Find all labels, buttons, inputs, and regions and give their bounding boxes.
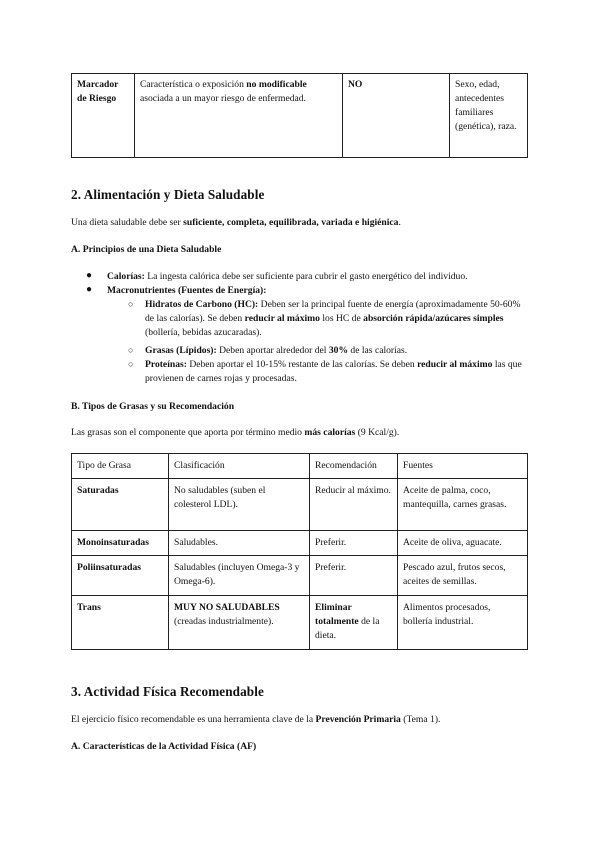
source-cell: Alimentos procesados, bollería industrial. [398,595,528,649]
sublist-item-hidratos: ○ Hidratos de Carbono (HC): Deben ser la principal fuente de energía (aproximadamente 50-60% de las calorías). Se deben reducir al máximo los HC de absorción rápida/azúcares simples (bollería, bebidas azucaradas). [128,299,521,338]
rec-cell: Reducir al máximo. [310,478,398,530]
circle-bullet-icon: ○ [128,359,134,369]
bullet-icon: ● [86,284,93,295]
bullet-icon: ● [86,270,93,281]
section-heading-2: 2. Alimentación y Dieta Saludable [71,187,265,202]
fat-types-table [71,453,528,650]
class-cell: Saludables. [169,530,310,555]
class-cell: Saludables (incluyen Omega-3 y Omega-6). [169,555,310,595]
subheading-b: B. Tipos de Grasas y su Recomendación [71,401,235,412]
table-row [72,555,528,595]
rec-cell: Preferir. [310,555,398,595]
paragraph: El ejercicio físico recomendable es una herramienta clave de la Prevención Primaria (Tema 1). [71,714,441,725]
column-header: Fuentes [398,454,528,479]
circle-bullet-icon: ○ [128,299,134,309]
rec-cell: Eliminar totalmente de la dieta. [310,595,398,649]
paragraph: Las grasas son el componente que aporta por término medio más calorías (9 Kcal/g). [71,427,400,438]
term-cell: Marcador de Riesgo [72,74,135,158]
type-cell: Trans [72,595,169,649]
paragraph: Una dieta saludable debe ser suficiente, completa, equilibrada, variada e higiénica. [71,217,401,228]
document-page: Marcador de Riesgo Característica o exposición no modificable asociada a un mayor riesgo de enfermedad. NO Sexo, edad, antecedentes familiares (genética), raza. 2. Alimentación y Dieta Saludable Una dieta saludable debe ser suficiente, completa, equilibrada, variada e higiénica. A. Principios de una Dieta Saludable ● Calorías: La ingesta calórica debe ser suficiente para cubrir el gasto energético del individuo. ● Macronutrientes (Fuentes de Energía): ○ Hidratos de Carbono (HC): Deben ser la principal fuente de energía (aproximadamente 50-60% de las calorías). Se deben reducir al máximo los HC de absorción rápida/azúcares simples (bollería, bebidas azucaradas). ○ Grasas (Lípidos): Deben aportar alrededor del 30% de las calorías. ○ Proteínas: Deben aportar el 10-15% restante de las calorías. Se deben reducir al máximo las que provienen de carnes rojas y procesadas. B. Tipos de Grasas y su Recomendación Las grasas son el componente que aporta por término medio más calorías (9 Kcal/g). Tipo de Grasa Clasificación Recomendación Fuentes Saturadas No saludables (suben el colesterol LDL). Reducir al máximo. Aceite de palma, coco, mantequilla, carnes grasas. Monoinsaturadas Saludables. Preferir. Aceite de oliva, aguacate. Poliinsaturadas Saludables (incluyen Omega-3 y Omega-6). Preferir. Pescado azul, frutos secos, aceites de semillas. Trans MUY NO SALUDABLES (creadas industrialmente). Eliminar totalmente de la dieta. Alimentos procesados, bollería industrial. 3. Actividad Física Recomendable El ejercicio físico recomendable es una herramienta clave de la Prevención Primaria (Tema 1). A. Características de la Actividad Física (AF) [0,0,600,848]
table-row [72,478,528,530]
table-row [72,595,528,649]
type-cell: Monoinsaturadas [72,530,169,555]
class-cell: No saludables (suben el colesterol LDL). [169,478,310,530]
table-header-row [72,454,528,479]
sublist-item-grasas: ○ Grasas (Lípidos): Deben aportar alrededor del 30% de las calorías. [128,345,408,356]
table-row [72,530,528,555]
column-header: Clasificación [169,454,310,479]
sublist-item-proteinas: ○ Proteínas: Deben aportar el 10-15% restante de las calorías. Se deben reducir al máximo las que provienen de carnes rojas y procesadas. [128,359,522,384]
examples-cell: Sexo, edad, antecedentes familiares (genética), raza. [450,74,528,158]
column-header: Tipo de Grasa [72,454,169,479]
type-cell: Saturadas [72,478,169,530]
type-cell: Poliinsaturadas [72,555,169,595]
class-cell: MUY NO SALUDABLES (creadas industrialmente). [169,595,310,649]
section-heading-3: 3. Actividad Física Recomendable [71,684,264,699]
definition-cell: Característica o exposición no modificable asociada a un mayor riesgo de enfermedad. [135,74,343,158]
source-cell: Aceite de oliva, aguacate. [398,530,528,555]
risk-marker-table [71,73,528,158]
rec-cell: Preferir. [310,530,398,555]
table-row [72,74,528,158]
circle-bullet-icon: ○ [128,345,134,355]
source-cell: Aceite de palma, coco, mantequilla, carnes grasas. [398,478,528,530]
source-cell: Pescado azul, frutos secos, aceites de semillas. [398,555,528,595]
subheading-activity: A. Características de la Actividad Física (AF) [71,741,257,752]
subheading-a: A. Principios de una Dieta Saludable [71,244,222,255]
column-header: Recomendación [310,454,398,479]
modifiable-cell: NO [343,74,450,158]
